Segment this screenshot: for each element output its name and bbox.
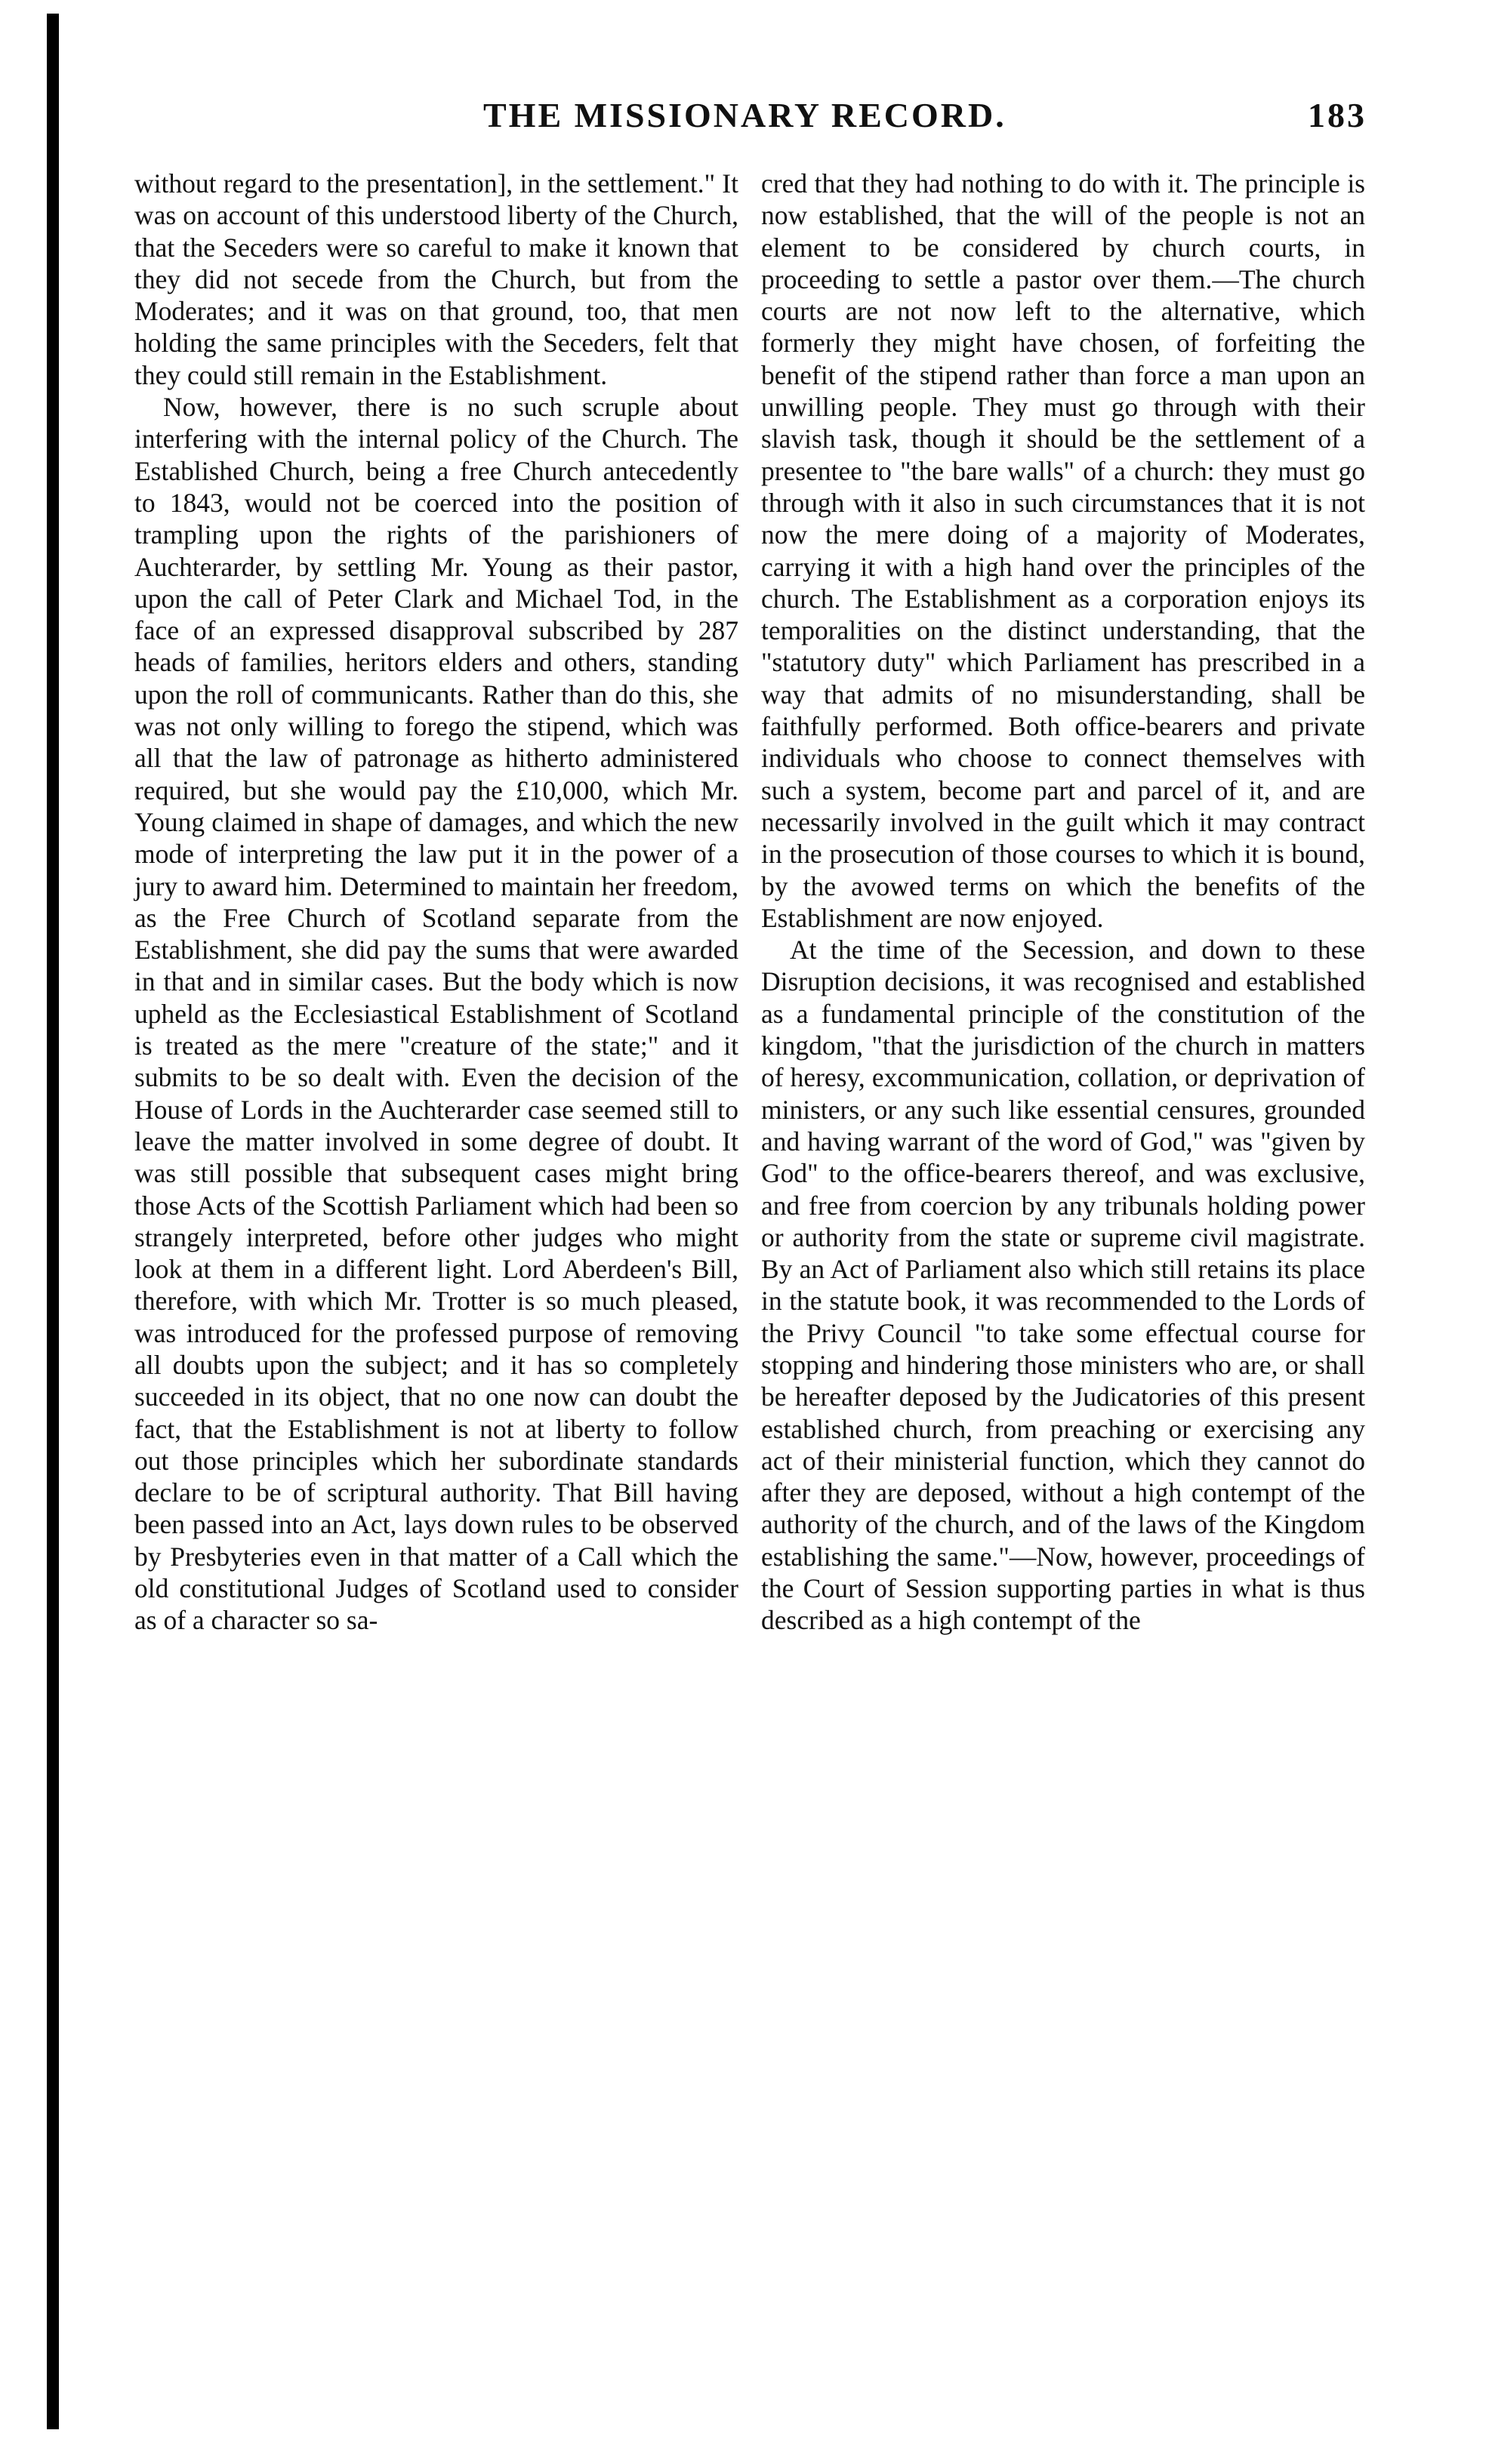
right-column [761, 168, 1365, 1637]
paragraph: cred that they had nothing to do with it. The principle is now established, that the will of the people is not an element to be considered by church courts, in proceeding to settle a pastor over them.—The church courts are not now left to the alternative, which formerly they might have chosen, of forfeiting the benefit of the stipend rather than force a man upon an unwilling people. They must go through with their slavish task, though it should be the settlement of a presentee to "the bare walls" of a church: they must go through with it also in such circumstances that it is not now the mere doing of a majority of Moderates, carrying it with a high hand over the principles of the church. The Establishment as a corporation enjoys its temporalities on the distinct understanding, that the "statutory duty" which Parliament has prescribed in a way that admits of no misunderstanding, shall be faithfully performed. Both office-bearers and private individuals who choose to connect themselves with such a system, become part and parcel of it, and are necessarily involved in the guilt which it may contract in the prosecution of those courses to which it is bound, by the avowed terms on which the benefits of the Establishment are now enjoyed. [761, 168, 1365, 933]
binding-edge-rule [47, 14, 59, 2429]
paragraph: Now, however, there is no such scruple about interfering with the internal policy of the Church. The Established Church, being a free Church antecedently to 1843, would not be coerced into the position of trampling upon the rights of the parishioners of Auchterarder, by settling Mr. Young as their pastor, upon the call of Peter Clark and Michael Tod, in the face of an expressed disapproval subscribed by 287 heads of families, heritors elders and others, standing upon the roll of communicants. Rather than do this, she was not only willing to forego the stipend, which was all that the law of patronage as hitherto administered required, but she would pay the £10,000, which Mr. Young claimed in shape of damages, and which the new mode of interpreting the law put it in the power of a jury to award him. Determined to maintain her freedom, as the Free Church of Scotland separate from the Establishment, she did pay the sums that were awarded in that and in similar cases. But the body which is now upheld as the Ecclesiastical Establishment of Scotland is treated as the mere "creature of the state;" and it submits to be so dealt with. Even the decision of the House of Lords in the Auchterarder case seemed still to leave the matter involved in some degree of doubt. It was still possible that subsequent cases might bring those Acts of the Scottish Parliament which had been so strangely interpreted, before other judges who might look at them in a different light. Lord Aberdeen's Bill, therefore, with which Mr. Trotter is so much pleased, was introduced for the professed purpose of removing all doubts upon the subject; and it has so completely succeeded in its object, that no one now can doubt the fact, that the Establishment is not at liberty to follow out those principles which her subordinate standards declare to be of scriptural authority. That Bill having been passed into an Act, lays down rules to be observed by Presbyteries even in that matter of a Call which the old constitutional Judges of Scotland used to consider as of a character so sa- [134, 392, 738, 1636]
paragraph: At the time of the Secession, and down to these Disruption decisions, it was recognised and established as a fundamental principle of the constitution of the kingdom, "that the jurisdiction of the church in matters of heresy, excommunication, collation, or deprivation of ministers, or any such like essential censures, grounded and having warrant of the word of God," was "given by God" to the office-bearers thereof, and was exclusive, and free from coercion by any tribunals holding power or authority from the state or supreme civil magistrate. By an Act of Parliament also which still retains its place in the statute book, it was recommended to the Lords of the Privy Council "to take some effectual course for stopping and hindering those ministers who are, or shall be hereafter deposed by the Judicatories of this present established church, from preaching or exercising any act of their ministerial function, which they cannot do after they are deposed, without a high contempt of the authority of the church, and of the laws of the Kingdom establishing the same."—Now, however, proceedings of the Court of Session supporting parties in what is thus described as a high contempt of the [761, 935, 1365, 1636]
running-header [483, 95, 1367, 140]
paragraph: without regard to the presentation], in the settlement." It was on account of this understood liberty of the Church, that the Seceders were so careful to make it known that they did not secede from the Church, but from the Moderates; and it was on that ground, too, that men holding the same principles with the Seceders, felt that they could still remain in the Establishment. [134, 168, 738, 390]
page-number: 183 [1308, 96, 1367, 134]
left-column [134, 168, 738, 1637]
running-title: THE MISSIONARY RECORD. [483, 96, 1006, 134]
